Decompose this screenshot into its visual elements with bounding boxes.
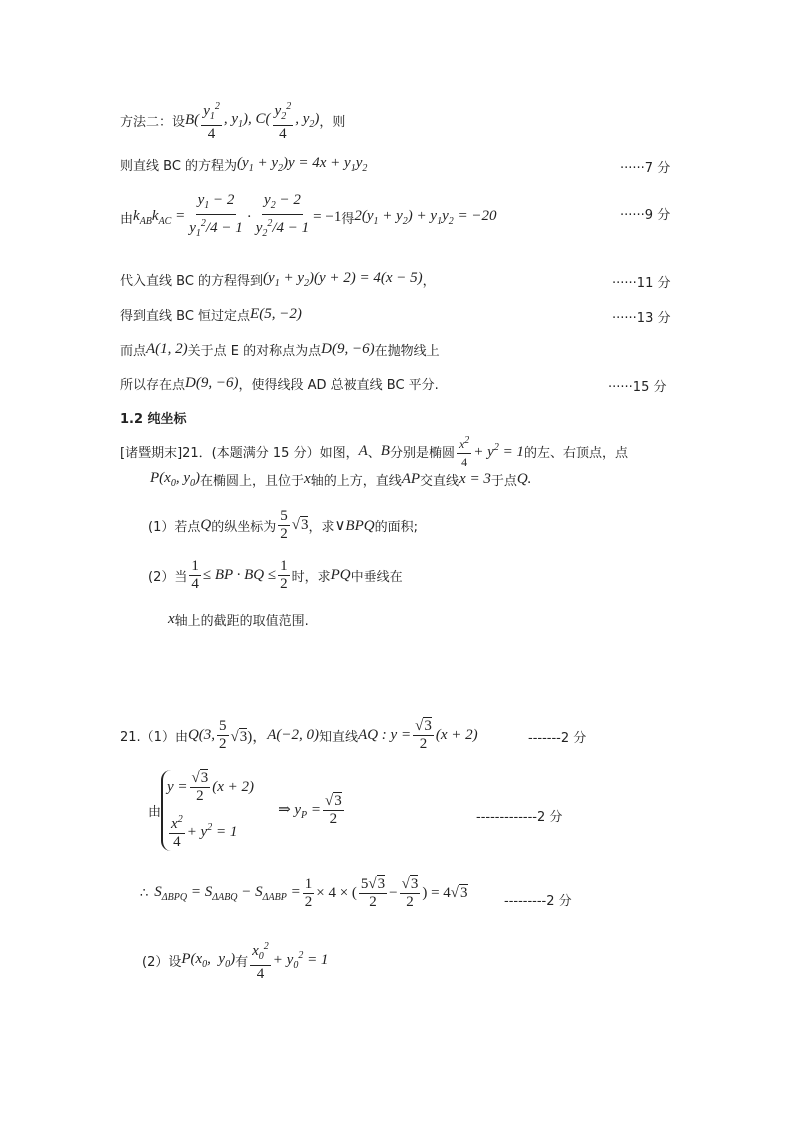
math: $(y_1 + y_2)y = 4x + y_1y_2$ — [237, 155, 368, 174]
math: − — [389, 885, 398, 901]
math: + $y_0^2 = 1$ — [272, 950, 329, 971]
text: ，则 — [319, 115, 346, 130]
math: ∨BPQ — [334, 518, 375, 534]
solution-line1 — [120, 718, 478, 753]
text: 关于点 E 的对称点为点 — [187, 344, 322, 359]
method2-line5 — [120, 305, 302, 324]
method2-line3: 由 $k_{AB}k_{AC}$ = $\frac{y_1 - 2}{y_1^2/4 - 1}$ · $\frac{y_2 - 2}{y_2^2/4 - 1}$ = −1 得 $2(y_1 + y_2) + y_1y_2 = -20$ — [120, 192, 497, 242]
score: ---------2 分 — [504, 894, 572, 909]
score: -------------2 分 — [476, 810, 563, 825]
math: AQ : y = — [358, 727, 412, 743]
text: 所以存在点 — [120, 378, 186, 393]
text: 代入直线 BC 的方程得到 — [120, 274, 264, 289]
fraction: $\frac{√3}{2}$ — [401, 876, 419, 910]
fraction: $\frac{y_1^2}{4}$ — [201, 98, 222, 143]
method2-line1 — [120, 98, 345, 143]
math: A(1, 2) — [146, 341, 188, 357]
problem-line2 — [150, 470, 531, 489]
text: 时，求 — [291, 570, 331, 585]
fraction: $\frac{y_2^2}{4}$ — [273, 98, 294, 143]
text: ，求 — [308, 520, 335, 535]
text: 分别是椭圆 — [389, 446, 455, 461]
math: $k_{AB}k_{AC}$ = — [133, 207, 186, 227]
math: $P(x_0$, $y_0$) — [150, 470, 200, 489]
math: $(y_1 + y_2)(y + 2) = 4(x - 5)$ — [263, 270, 423, 289]
question-1 — [148, 508, 418, 543]
solution-line4 — [142, 938, 328, 983]
score: ······11 分 — [612, 276, 671, 291]
fraction: $\frac{x^2}{4}$ — [457, 432, 471, 471]
math: √3 — [291, 517, 309, 533]
math: √3)， — [230, 729, 268, 745]
fraction: $\frac{√3}{2}$ — [415, 718, 432, 752]
fraction: $\frac{1}{4}$ — [191, 558, 199, 592]
text: 方法二：设 — [120, 115, 186, 130]
solution-line3 — [140, 876, 468, 911]
score: ······9 分 — [620, 208, 671, 223]
text: (2）设 — [142, 955, 182, 970]
math: ≤ BP · BQ ≤ — [202, 567, 277, 583]
text: 轴的上方，直线 — [310, 474, 402, 489]
text: 的面积; — [374, 520, 418, 535]
fraction: $\frac{y_1 - 2}{y_1^2/4 - 1}$ — [189, 192, 243, 239]
text: 由 — [148, 805, 162, 820]
fraction: $\frac{5}{2}$ — [280, 508, 288, 542]
text: [诸暨期末]21．(本题满分 15 分）如图， — [120, 446, 359, 461]
math: $S_{\Delta BPQ} = S_{\Delta ABQ} - S_{\Delta ABP}$ = — [154, 884, 301, 903]
math: PQ — [330, 567, 351, 583]
text: 在椭圆上，且位于 — [200, 474, 305, 489]
text: ∴ — [140, 886, 149, 901]
text: 在抛物线上 — [374, 344, 440, 359]
math: × 4 × ( — [316, 885, 357, 901]
text: 的左、右顶点，点 — [523, 446, 628, 461]
text: ，使得线段 AD 总被直线 BC 平分. — [238, 378, 439, 393]
fraction: $\frac{5√3}{2}$ — [360, 876, 386, 910]
math: $2(y_1 + y_2) + y_1y_2 = -20$ — [354, 207, 497, 227]
question-2-line2 — [168, 610, 309, 629]
math: x — [168, 611, 175, 627]
problem-line1 — [120, 432, 628, 471]
text: 于点 — [490, 474, 517, 489]
method2-line2 — [120, 155, 367, 174]
text: 由 — [120, 211, 134, 227]
text: 中垂线在 — [350, 570, 403, 585]
math: x — [304, 471, 311, 487]
math: ) = 4√3 — [422, 885, 468, 901]
text: 则直线 BC 的方程为 — [120, 159, 238, 174]
math: A(−2, 0) — [267, 727, 320, 743]
section-title: 1.2 纯坐标 — [120, 412, 187, 427]
text: 21.（1）由 — [120, 730, 188, 745]
math: AP — [401, 471, 421, 487]
math: E(5, −2) — [250, 306, 302, 322]
method2-line6 — [120, 340, 440, 359]
math: D(9, −6) — [185, 375, 239, 391]
fraction: $\frac{√3}{2}$ — [325, 793, 342, 827]
math: Q. — [516, 471, 532, 487]
math: Q(3, — [187, 727, 216, 743]
text: (2）当 — [148, 570, 188, 585]
text: 轴上的截距的取值范围. — [174, 614, 309, 629]
text: (1）若点 — [148, 520, 201, 535]
math: , $y_1$), C( — [223, 111, 271, 130]
fraction: $\frac{y_2 - 2}{y_2^2/4 - 1}$ — [255, 192, 310, 239]
text: 知直线 — [319, 730, 359, 745]
fraction: $\frac{1}{2}$ — [280, 558, 288, 592]
text: 得 — [341, 211, 355, 227]
text: 而点 — [120, 344, 147, 359]
question-2 — [148, 558, 403, 593]
math: ⇒ $y_P$ = — [278, 802, 322, 821]
method2-line4: 代入直线 BC 的方程得到 $(y_1 + y_2)(y + 2) = 4(x - 5)$ ， — [120, 270, 436, 289]
text: 有 — [235, 955, 249, 970]
math: x = 3 — [459, 471, 491, 487]
math: + $y^2 = 1$ — [473, 442, 524, 460]
text: 交直线 — [420, 474, 460, 489]
text: 得到直线 BC 恒过定点 — [120, 309, 251, 324]
math: , $y_2$) — [295, 111, 320, 130]
math: A — [358, 443, 368, 459]
system-brace: y = $\frac{√3}{2}$ (x + 2) $\frac{x^2}{4}$ + $y^2 = 1$ — [161, 770, 254, 851]
score: ······15 分 — [608, 380, 667, 395]
score: ······13 分 — [612, 311, 671, 326]
math: D(9, −6) — [321, 341, 375, 357]
solution-line2 — [148, 770, 346, 851]
score: ······7 分 — [620, 161, 671, 176]
math: (x + 2) — [435, 727, 478, 743]
math: $P(x_0$, $y_0$) — [181, 951, 236, 970]
text: 的纵坐标为 — [211, 520, 277, 535]
method2-line7 — [120, 374, 439, 393]
math: B( — [185, 112, 200, 128]
fraction: $\frac{1}{2}$ — [304, 876, 313, 910]
score: -------2 分 — [528, 731, 587, 746]
fraction: $\frac{5}{2}$ — [219, 718, 227, 752]
text: 、 — [367, 446, 381, 461]
math: Q — [200, 517, 212, 533]
fraction: $\frac{x_0^2}{4}$ — [250, 938, 271, 983]
math: B — [380, 443, 390, 459]
